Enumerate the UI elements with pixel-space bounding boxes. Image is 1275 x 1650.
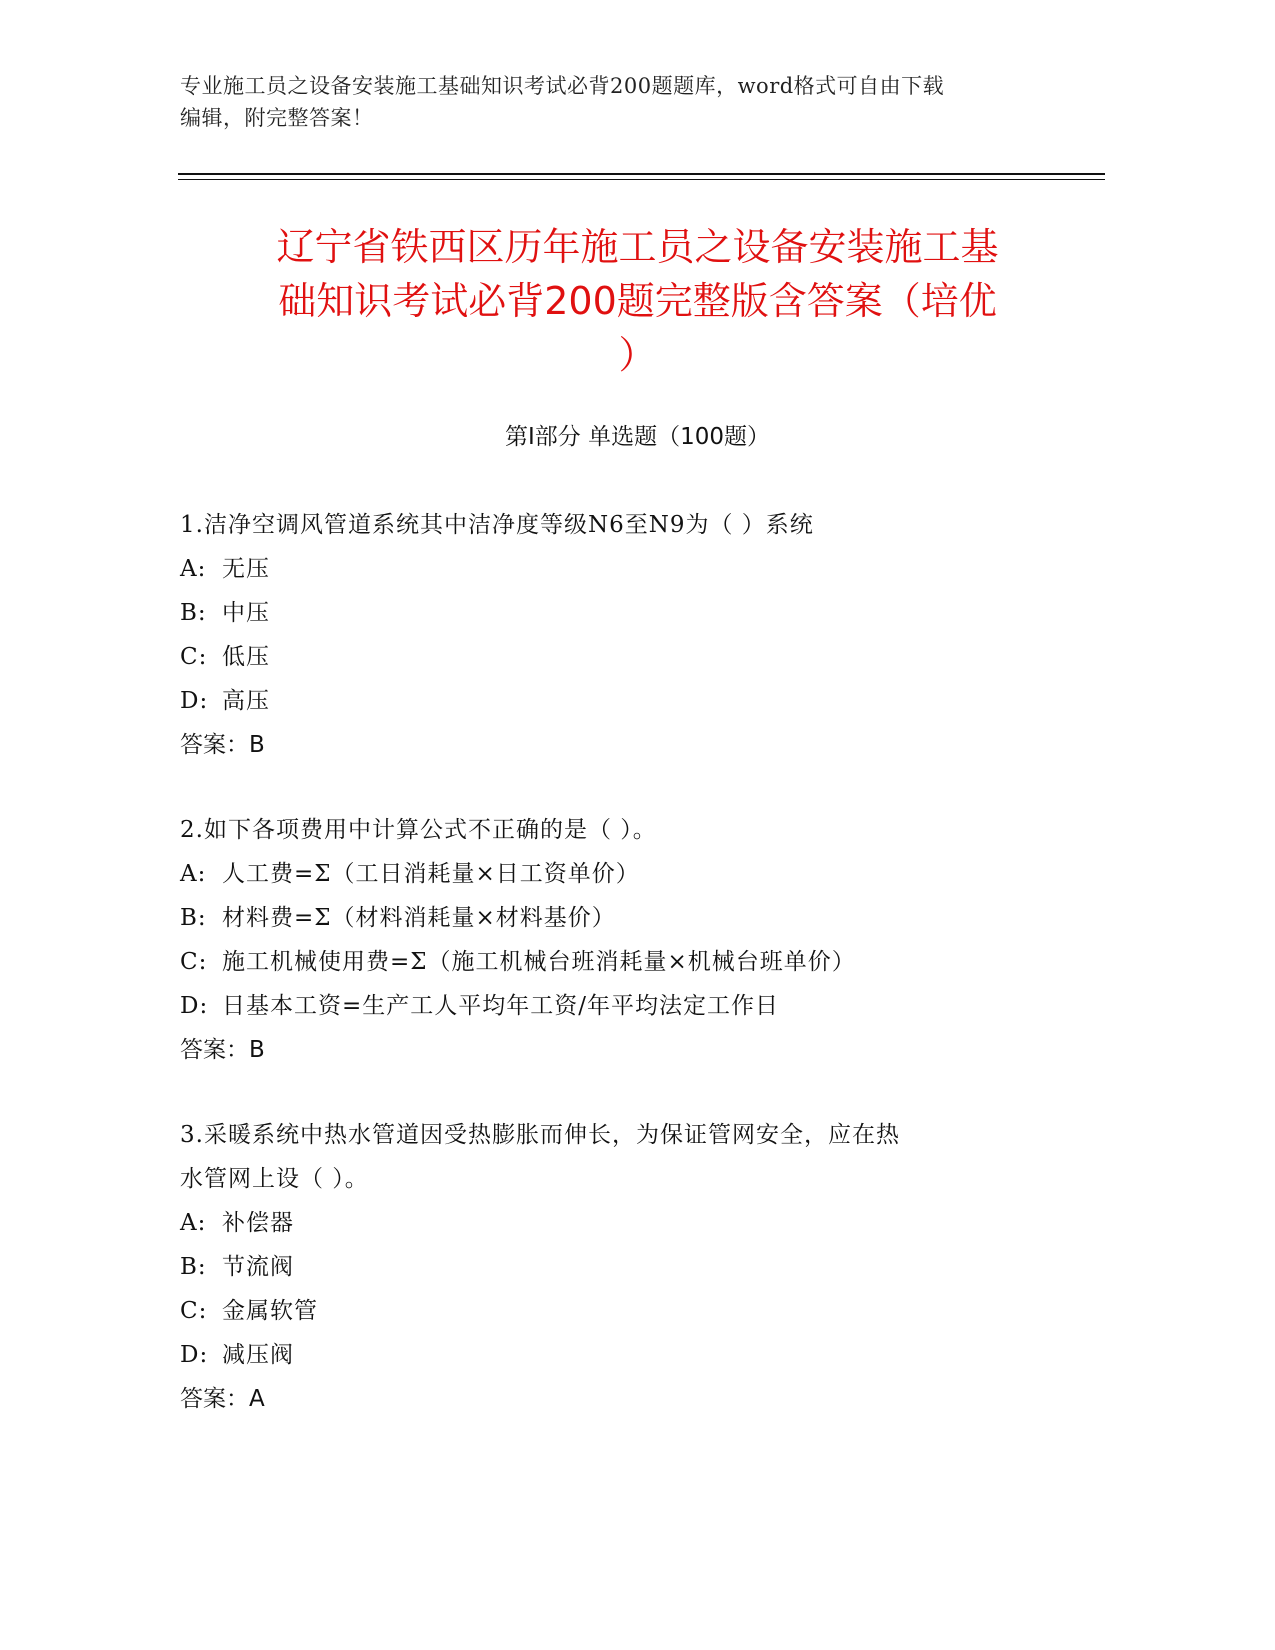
question-2 [180, 808, 1060, 1072]
header-divider-thick [178, 173, 1105, 175]
answer-line: 答案：B [180, 1037, 265, 1063]
title-line-2: 础知识考试必背200题完整版含答案（培优 [278, 279, 997, 323]
option-key: A: [180, 861, 207, 887]
question-stem-line: 水管网上设（ ）。 [180, 1166, 369, 1192]
section-heading: 第Ⅰ部分 单选题（100题） [505, 424, 770, 450]
option-key: B: [180, 1254, 207, 1280]
option-a [180, 1201, 1060, 1245]
option-c [180, 940, 1060, 984]
question-stem [180, 1113, 1060, 1201]
option-b [180, 1245, 1060, 1289]
option-text: 补偿器 [222, 1210, 294, 1236]
question-stem-line: 3.采暖系统中热水管道因受热膨胀而伸长，为保证管网安全，应在热 [180, 1122, 900, 1148]
title-line-1: 辽宁省铁西区历年施工员之设备安装施工基 [276, 225, 999, 269]
question-stem [180, 503, 1060, 547]
option-key: C: [180, 644, 208, 670]
option-key: D: [180, 1342, 209, 1368]
option-text: 日基本工资=生产工人平均年工资/年平均法定工作日 [222, 993, 780, 1019]
document-title [160, 220, 1115, 382]
answer-line: 答案：B [180, 732, 265, 758]
question-3 [180, 1113, 1060, 1421]
option-key: C: [180, 1298, 208, 1324]
option-text: 减压阀 [222, 1342, 294, 1368]
question-stem-line: 2.如下各项费用中计算公式不正确的是（ ）。 [180, 817, 657, 843]
option-key: D: [180, 688, 209, 714]
option-text: 材料费=Σ（材料消耗量×材料基价） [222, 905, 616, 931]
option-b [180, 896, 1060, 940]
option-text: 低压 [222, 644, 270, 670]
question-1 [180, 503, 1060, 767]
title-line-3: ） [618, 333, 657, 377]
header-note-line-2: 编辑，附完整答案！ [180, 106, 374, 130]
option-c [180, 635, 1060, 679]
option-key: D: [180, 993, 209, 1019]
question-stem-line: 1.洁净空调风管道系统其中洁净度等级N6至N9为（ ）系统 [180, 512, 814, 538]
option-text: 中压 [222, 600, 270, 626]
option-text: 金属软管 [222, 1298, 318, 1324]
question-stem [180, 808, 1060, 852]
option-a [180, 852, 1060, 896]
option-text: 施工机械使用费=Σ（施工机械台班消耗量×机械台班单价） [222, 949, 856, 975]
header-note [180, 70, 1040, 134]
option-a [180, 547, 1060, 591]
option-d [180, 1333, 1060, 1377]
answer-line: 答案：A [180, 1386, 265, 1412]
option-c [180, 1289, 1060, 1333]
option-d [180, 679, 1060, 723]
option-key: C: [180, 949, 208, 975]
option-key: B: [180, 600, 207, 626]
option-text: 无压 [222, 556, 270, 582]
option-key: B: [180, 905, 207, 931]
option-b [180, 591, 1060, 635]
header-divider-thin [178, 179, 1105, 180]
option-text: 高压 [222, 688, 270, 714]
option-key: A: [180, 1210, 207, 1236]
option-key: A: [180, 556, 207, 582]
option-text: 节流阀 [222, 1254, 294, 1280]
header-note-line-1: 专业施工员之设备安装施工基础知识考试必背200题题库，word格式可自由下载 [180, 74, 945, 98]
option-d [180, 984, 1060, 1028]
option-text: 人工费=Σ（工日消耗量×日工资单价） [222, 861, 640, 887]
